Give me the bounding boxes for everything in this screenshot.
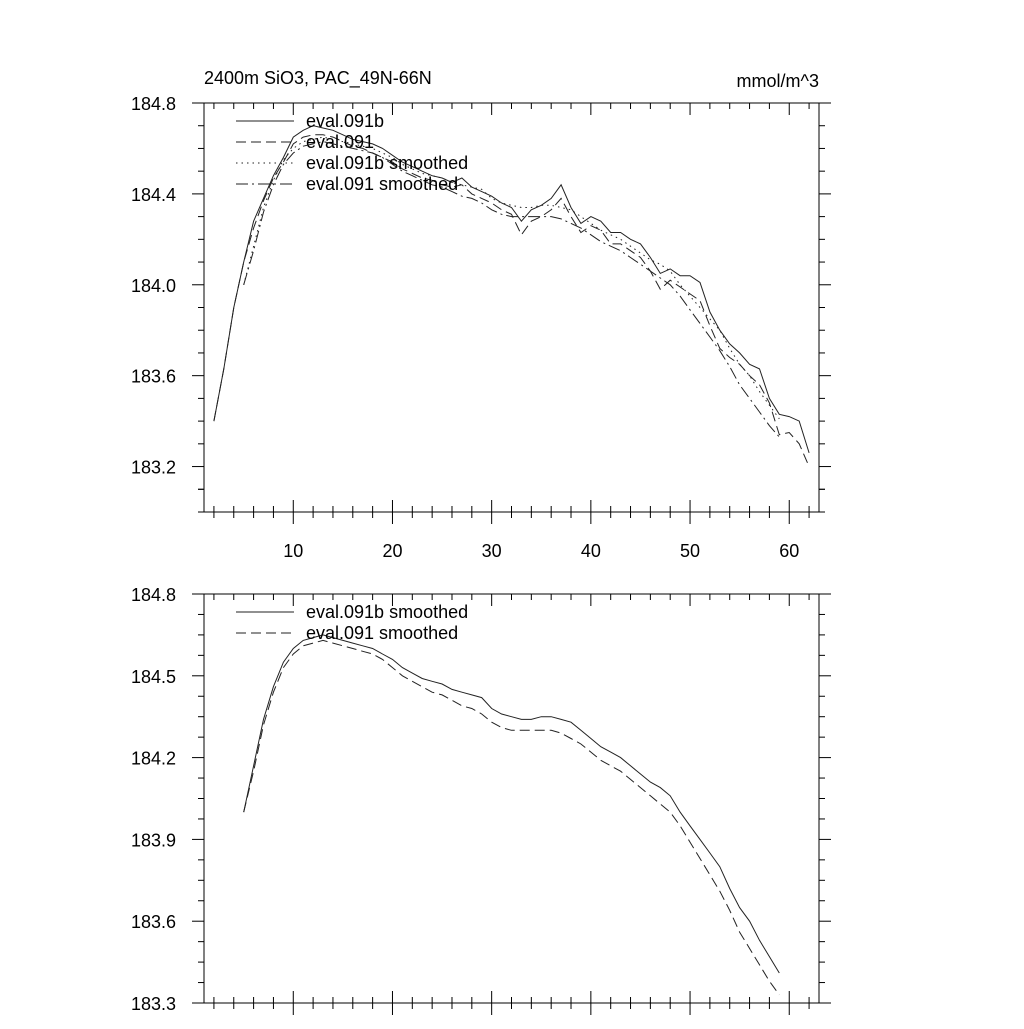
units-label: mmol/m^3: [736, 71, 819, 91]
legend-label: eval.091b smoothed: [306, 153, 469, 173]
x-tick-label: 40: [580, 541, 601, 561]
y-tick-label: 183.9: [130, 830, 176, 851]
bottom-panel: [131, 585, 831, 1015]
chart-title: 2400m SiO3, PAC_49N-66N: [204, 68, 432, 88]
series-line-eval-091b-smoothed: [244, 635, 780, 973]
y-tick-label: 183.2: [130, 457, 176, 478]
x-tick-label: 60: [779, 541, 800, 561]
series-line-eval-091: [214, 135, 809, 467]
x-tick-label: 50: [680, 541, 701, 561]
y-tick-label: 184.4: [130, 184, 176, 205]
y-tick-label: 184.8: [130, 94, 176, 114]
y-tick-label: 183.6: [130, 366, 176, 387]
top-panel: [131, 94, 831, 561]
y-tick-label: 184.0: [130, 275, 176, 296]
series-line-eval-091-smoothed: [244, 640, 780, 994]
legend-label: eval.091b: [306, 111, 385, 131]
y-tick-label: 184.2: [130, 748, 176, 769]
y-tick-label: 184.5: [130, 666, 176, 687]
x-tick-label: 10: [283, 541, 304, 561]
series-line-eval-091b: [214, 126, 809, 453]
x-tick-label: 20: [382, 541, 403, 561]
legend-label: eval.091b smoothed: [306, 602, 469, 622]
legend-label: eval.091: [306, 132, 375, 152]
y-tick-label: 184.8: [130, 585, 176, 605]
y-tick-label: 183.3: [130, 994, 176, 1014]
legend-label: eval.091 smoothed: [306, 623, 459, 643]
plot-frame: [204, 103, 819, 512]
x-tick-label: 30: [481, 541, 502, 561]
y-tick-label: 183.6: [130, 912, 176, 933]
legend-label: eval.091 smoothed: [306, 174, 459, 194]
plot-frame: [204, 594, 819, 1003]
